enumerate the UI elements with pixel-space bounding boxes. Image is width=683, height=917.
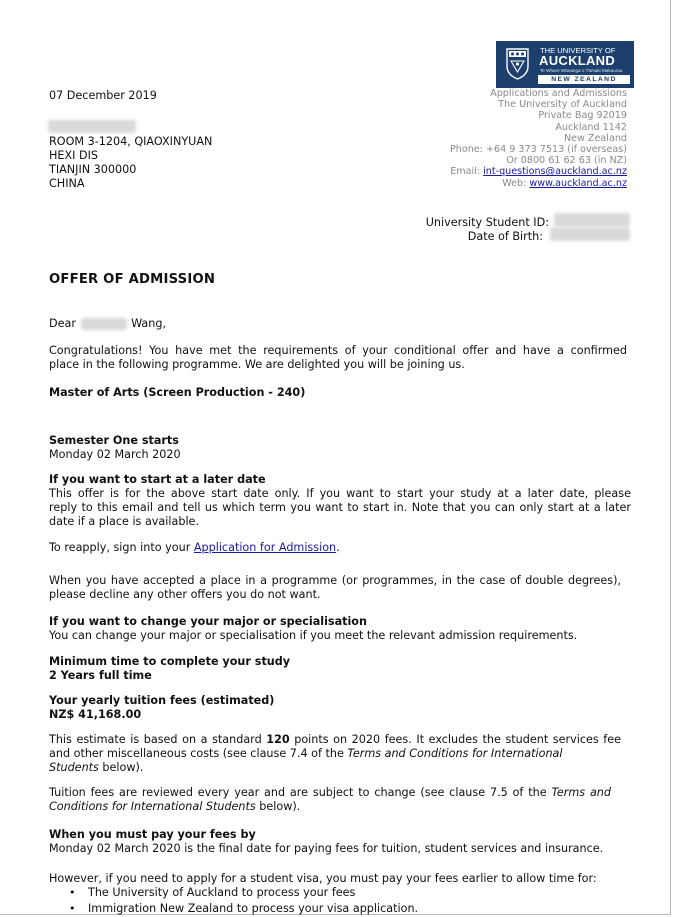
list-item: • Immigration New Zealand to process your visa application. <box>88 901 418 917</box>
estimate-terms-italic: Terms and Conditions for International <box>347 747 563 760</box>
redacted-student-id <box>554 213 630 227</box>
page-title: OFFER OF ADMISSION <box>49 272 216 287</box>
accepted-line-1: When you have accepted a place in a programme (or programmes, in the case of double degrees), <box>49 574 621 587</box>
congrats-line-1: Congratulations! You have met the requirements of your conditional offer and have a confirmed <box>49 344 627 357</box>
sender-dept: Applications and Admissions <box>490 88 627 99</box>
sender-address <box>450 88 627 189</box>
review-terms-italic: Terms and <box>551 786 611 799</box>
sender-country: New Zealand <box>563 132 627 144</box>
logo-line-3: Te Whare Wānanga o Tāmaki Makaurau <box>540 68 623 73</box>
recipient-line-4: CHINA <box>49 177 85 190</box>
estimate-line-1 <box>49 733 621 747</box>
visa-text: However, if you need to apply for a student visa, you must pay your fees earlier to allow time for: <box>49 872 597 885</box>
pay-text: Monday 02 March 2020 is the final date for paying fees for tuition, student services and insurance. <box>49 842 604 855</box>
logo-line-4: NEW ZEALAND <box>551 76 617 83</box>
semester-date: Monday 02 March 2020 <box>49 448 181 461</box>
student-id-label: University Student ID: <box>425 216 549 229</box>
sender-org: The University of Auckland <box>498 99 627 111</box>
later-date-heading: If you want to start at a later date <box>49 473 266 486</box>
review-line-2 <box>49 800 611 814</box>
recipient-line-3: TIANJIN 300000 <box>49 163 137 176</box>
redacted-name <box>48 120 136 133</box>
email-label: Email: <box>450 166 481 178</box>
web-label: Web: <box>502 177 527 189</box>
email-link[interactable]: int-questions@auckland.ac.nz <box>483 166 627 178</box>
phone-value: +64 9 373 7513 (if overseas) <box>485 144 627 156</box>
sender-email <box>450 166 627 177</box>
sender-city: Auckland 1142 <box>555 121 627 133</box>
logo-line-1: THE UNIVERSITY OF <box>540 46 616 55</box>
university-logo <box>496 41 634 88</box>
logo-line-4-bar <box>538 75 630 84</box>
later-date-paragraph <box>49 487 631 529</box>
accepted-line-2: please decline any other offers you do not want. <box>49 588 321 601</box>
recipient-line-1: ROOM 3-1204, QIAOXINYUAN <box>49 135 213 148</box>
pay-heading: When you must pay your fees by <box>49 828 256 841</box>
reapply-text: To reapply, sign into your <box>49 541 194 554</box>
recipient-address <box>49 135 212 191</box>
greeting <box>49 317 166 331</box>
review-paragraph <box>49 786 611 814</box>
reapply-end: . <box>336 541 340 554</box>
estimate-paragraph <box>49 733 621 775</box>
reapply-line <box>49 541 340 555</box>
accepted-paragraph <box>49 574 621 602</box>
review-conditions-italic: Conditions for International Students <box>49 800 256 813</box>
change-text: You can change your major or specialisation if you meet the relevant admission requirements. <box>49 629 578 642</box>
greeting-surname: Wang, <box>131 317 167 330</box>
semester-heading: Semester One starts <box>49 434 179 447</box>
congrats-paragraph <box>49 344 627 372</box>
review-line-1 <box>49 786 611 800</box>
sender-phone2: Or 0800 61 62 63 (in NZ) <box>506 155 627 167</box>
redacted-dob <box>550 227 630 241</box>
review-text-b: below). <box>255 800 301 813</box>
congrats-line-2: place in the following programme. We are delighted you will be joining us. <box>49 358 465 371</box>
sender-bag: Private Bag 92019 <box>538 110 627 122</box>
sender-phone <box>450 144 627 155</box>
estimate-line-3 <box>49 761 621 775</box>
application-link[interactable]: Application for Admission <box>193 541 337 554</box>
estimate-text-d: and other miscellaneous costs (see clause 7.4 of the <box>49 747 348 760</box>
visa-bullet-list <box>48 885 418 917</box>
greeting-dear: Dear <box>49 317 76 330</box>
letter-date: 07 December 2019 <box>49 89 157 102</box>
phone-label: Phone: <box>449 144 483 156</box>
logo-line-2: AUCKLAND <box>539 53 616 68</box>
estimate-line-2 <box>49 747 621 761</box>
programme-name: Master of Arts (Screen Production - 240) <box>49 386 306 399</box>
list-item: • The University of Auckland to process your fees <box>88 885 418 901</box>
recipient-line-2: HEXI DIS <box>49 149 99 162</box>
review-text-a: Tuition fees are reviewed every year and are subject to change (see clause 7.5 of the <box>49 786 552 799</box>
web-link[interactable]: www.auckland.ac.nz <box>529 177 627 189</box>
change-heading: If you want to change your major or specialisation <box>49 615 367 628</box>
min-time-value: 2 Years full time <box>49 669 152 682</box>
estimate-students-italic: Students <box>49 761 99 774</box>
redacted-given-name <box>81 318 127 330</box>
fees-heading: Your yearly tuition fees (estimated) <box>49 694 275 707</box>
later-date-line-3: date if a place is available. <box>49 515 199 528</box>
dob-label: Date of Birth: <box>467 230 543 243</box>
fees-value: NZ$ 41,168.00 <box>49 708 142 721</box>
sender-web <box>450 178 627 189</box>
later-date-line-2: reply to this email and tell us which term you want to start in. Note that you can only start at a later <box>49 501 631 514</box>
estimate-text-a: This estimate is based on a standard <box>49 733 267 746</box>
later-date-line-1: This offer is for the above start date only. If you want to start your study at a later date, please <box>49 487 631 500</box>
crest-icon <box>506 48 529 80</box>
estimate-text-e: below). <box>98 761 144 774</box>
estimate-text-c: points on 2020 fees. It excludes the student services fee <box>289 733 621 746</box>
min-time-heading: Minimum time to complete your study <box>49 655 291 668</box>
estimate-points: 120 <box>266 733 290 746</box>
